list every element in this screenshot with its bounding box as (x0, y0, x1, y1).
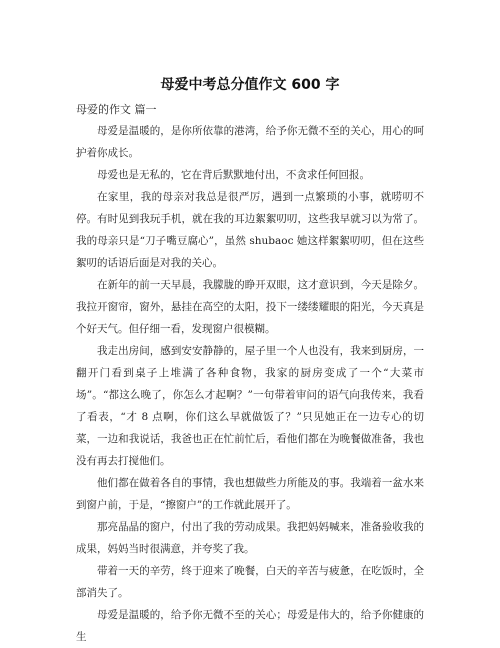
paragraph: 在家里，我的母亲对我总是很严厉，遇到一点繁琐的小事，就唠叨不停。有时见到我玩手机，就在我的耳边絮絮叨叨，这些我早就习以为常了。我的母亲只是“刀子嘴豆腐心”，虽然 shubaoc 她这样絮絮叨叨，但在这些絮叨的话语后面是对我的关心。 (76, 191, 424, 269)
document-title: 母爱中考总分值作文 600 字 (160, 77, 340, 93)
paragraph: 在新年的前一天早晨，我朦胧的睁开双眼，这才意识到，今天是除夕。我拉开窗帘，窗外，悬挂在高空的太阳，投下一缕缕耀眼的阳光，今天真是个好天气。但仔细一看，发现窗户很模糊。 (76, 279, 424, 335)
paragraph: 我走出房间，感到安安静静的，屋子里一个人也没有，我来到厨房，一翻开门看到桌子上堆满了各种食物，我家的厨房变成了一个“大菜市场”。“都这么晚了，你怎么才起啊？”一句带着审问的语气向我传来，我看了看表，“才 8 点啊，你们这么早就做饭了？”只见她正在一边专心的切菜，一边和我说话，我爸也正在忙前忙后，看他们都在为晚餐做准备，我也没有再去打搅他们。 (76, 345, 424, 467)
paragraph: 母爱是温暖的，给予你无微不至的关心；母爱是伟大的，给予你健康的生 (76, 609, 424, 643)
paragraph: 母爱也是无私的，它在背后默默地付出，不贪求任何回报。 (97, 169, 370, 181)
paragraph: 那亮晶晶的窗户，付出了我的劳动成果。我把妈妈喊来，准备验收我的成果，妈妈当时很满意，并夸奖了我。 (76, 521, 424, 555)
paragraph: 母爱是温暖的，是你所依靠的港湾，给予你无微不至的关心，用心的呵护着你成长。 (76, 125, 424, 159)
document-body (76, 120, 424, 648)
section-heading: 母爱的作文 篇一 (76, 103, 157, 116)
paragraph: 他们都在做着各自的事情，我也想做些力所能及的事。我端着一盆水来到窗户前，于是，“擦窗户”的工作就此展开了。 (76, 477, 424, 511)
paragraph: 带着一天的辛劳，终于迎来了晚餐，白天的辛苦与疲惫，在吃饭时，全部消失了。 (76, 565, 424, 599)
